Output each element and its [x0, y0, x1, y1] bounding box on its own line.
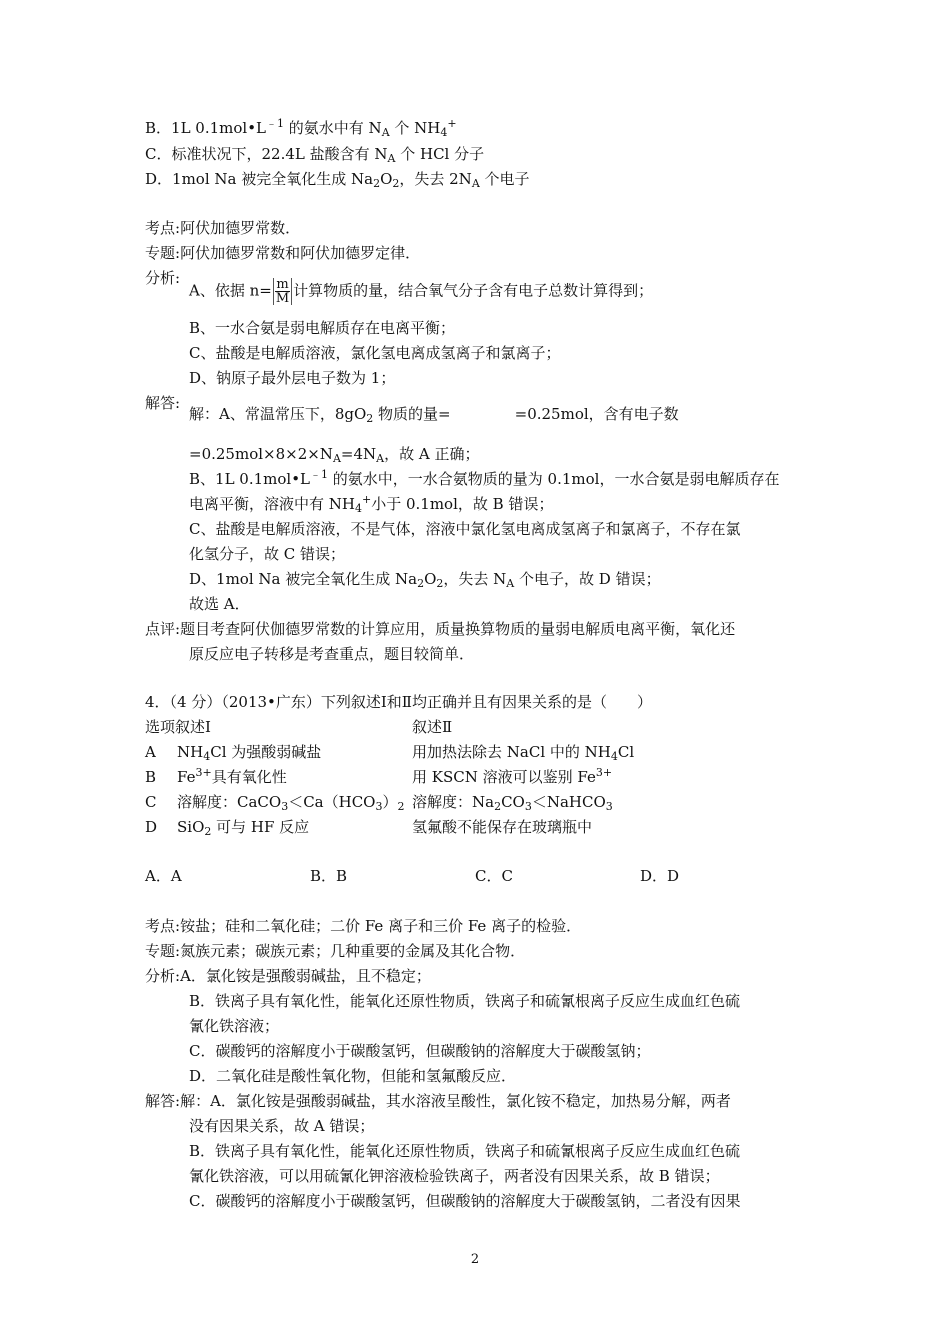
- q3-jieda-b2: 电离平衡，溶液中有 $NH_4^+$小于 0.1mol，故 B 错误；: [189, 493, 554, 515]
- q4-row-c-statement-2: 溶解度：$Na_2CO_3<NaHCO_3$: [412, 793, 613, 813]
- q3-dianping-1: 点评:题目考查阿伏伽德罗常数的计算应用，质量换算物质的量弱电解质电离平衡，氧化还: [145, 620, 736, 638]
- q3-jieda-label: 解答:: [145, 394, 181, 412]
- q3-jieda-d: D、1mol Na 被完全氧化生成 $Na_2O_2$，失去 $N_A$ 个电子，故 D 错误；: [189, 570, 661, 590]
- q4-row-d-statement-1: SiO$_2$ 可与 HF 反应: [177, 818, 310, 838]
- q4-jieda-a1: 解答:解：A．氯化铵是强酸弱碱盐，其水溶液呈酸性，氯化铵不稳定，加热易分解，两者: [145, 1092, 731, 1110]
- q4-row-a-statement-1: $NH_4Cl$ 为强酸弱碱盐: [177, 743, 322, 763]
- q4-jieda-b2: 氰化铁溶液，可以用硫氰化钾溶液检验铁离子，两者没有因果关系，故 B 错误；: [189, 1167, 720, 1185]
- q4-row-a-statement-2: 用加热法除去 NaCl 中的 $NH_4Cl$: [412, 743, 635, 763]
- q4-fenxi-b1: B．铁离子具有氧化性，能氧化还原性物质，铁离子和硫氰根离子反应生成血红色硫: [189, 992, 741, 1010]
- q3-fenxi-label: 分析:: [145, 269, 181, 287]
- q3-zhuanti: 专题:阿伏加德罗常数和阿伏加德罗定律．: [145, 244, 421, 262]
- q4-row-d-statement-2: 氢氟酸不能保存在玻璃瓶中: [412, 818, 593, 836]
- q4-stem: 4．（4 分）（2013•广东）下列叙述Ⅰ和Ⅱ均正确并且有因果关系的是（ ）: [145, 693, 653, 711]
- q3-jieda-end: 故选 A．: [189, 595, 250, 613]
- q4-choice-c: C．C: [475, 867, 513, 885]
- q4-table-head-2: 叙述Ⅱ: [412, 718, 453, 736]
- mass-over-molar-fraction: $\frac{m}{M}$: [273, 278, 292, 305]
- q3-fenxi-d: D、钠原子最外层电子数为 1；: [189, 369, 396, 387]
- q4-row-b-statement-2: 用 KSCN 溶液可以鉴别 $Fe^{3+}$: [412, 766, 613, 786]
- q4-table-head-1: 选项叙述Ⅰ: [145, 718, 211, 736]
- q4-row-c-statement-1: 溶解度：$CaCO_3<Ca(HCO_3)_2$: [177, 793, 405, 813]
- q3-fenxi-a: A、依据 n= $\frac{m}{M}$ 计算物质的量，结合氧气分子含有电子总数计算得到；: [189, 277, 654, 306]
- q3-jieda-c1: C、盐酸是电解质溶液，不是气体，溶液中氯化氢电离成氢离子和氯离子，不存在氯: [189, 520, 741, 538]
- q4-kaodian: 考点:铵盐；硅和二氧化硅；二价 Fe 离子和三价 Fe 离子的检验．: [145, 917, 582, 935]
- q4-row-a-option: A: [145, 743, 156, 761]
- q3-jieda-b1: B、1L $0.1mol•L^{﹣1}$ 的氨水中，一水合氨物质的量为 0.1mol，一水合氨是弱电解质存在: [189, 468, 780, 488]
- q4-row-b-statement-1: $Fe^{3+}$具有氧化性: [177, 766, 287, 786]
- q4-row-d-option: D: [145, 818, 158, 836]
- q4-fenxi-c: C．碳酸钙的溶解度小于碳酸氢钙，但碳酸钠的溶解度大于碳酸氢钠；: [189, 1042, 651, 1060]
- q3-fenxi-c: C、盐酸是电解质溶液，氯化氢电离成氢离子和氯离子；: [189, 344, 561, 362]
- q4-choice-b: B．B: [310, 867, 348, 885]
- q4-fenxi-a: 分析:A．氯化铵是强酸弱碱盐，且不稳定；: [145, 967, 431, 985]
- page-number: 2: [470, 1252, 480, 1267]
- q3-dianping-2: 原反应电子转移是考查重点，题目较简单．: [189, 645, 475, 663]
- option-b: B．1L $0.1mol•L^{﹣1}$ 的氨水中有 $N_A$ 个 $NH_4^+$: [145, 117, 457, 139]
- q4-fenxi-d: D．二氧化硅是酸性氧化物，但能和氢氟酸反应．: [189, 1067, 517, 1085]
- q4-choice-d: D．D: [640, 867, 680, 885]
- option-c: C．标准状况下，22.4L 盐酸含有 $N_A$ 个 HCl 分子: [145, 145, 485, 165]
- q4-jieda-b1: B．铁离子具有氧化性，能氧化还原性物质，铁离子和硫氰根离子反应生成血红色硫: [189, 1142, 741, 1160]
- q4-row-c-option: C: [145, 793, 157, 811]
- q4-jieda-c1: C．碳酸钙的溶解度小于碳酸氢钙，但碳酸钠的溶解度大于碳酸氢钠，二者没有因果: [189, 1192, 741, 1210]
- q4-row-b-option: B: [145, 768, 157, 786]
- q3-kaodian: 考点:阿伏加德罗常数．: [145, 219, 301, 237]
- q4-jieda-a2: 没有因果关系，故 A 错误；: [189, 1117, 375, 1135]
- q4-zhuanti: 专题:氮族元素；碳族元素；几种重要的金属及其化合物．: [145, 942, 526, 960]
- q3-jieda-c2: 化氢分子，故 C 错误；: [189, 545, 346, 563]
- option-d: D．1mol Na 被完全氧化生成 $Na_2O_2$，失去 $2N_A$ 个电子: [145, 170, 530, 190]
- q3-jieda-2: $=0.25mol\times 8\times 2\times N_A=4N_A$，故 A 正确；: [189, 445, 480, 465]
- q3-jieda-1: 解：A、常温常压下，$8gO_2$ 物质的量= =0.25mol，含有电子数: [189, 405, 679, 425]
- q4-fenxi-b2: 氰化铁溶液；: [189, 1017, 280, 1035]
- q4-choice-a: A．A: [145, 867, 182, 885]
- q3-fenxi-b: B、一水合氨是弱电解质存在电离平衡；: [189, 319, 456, 337]
